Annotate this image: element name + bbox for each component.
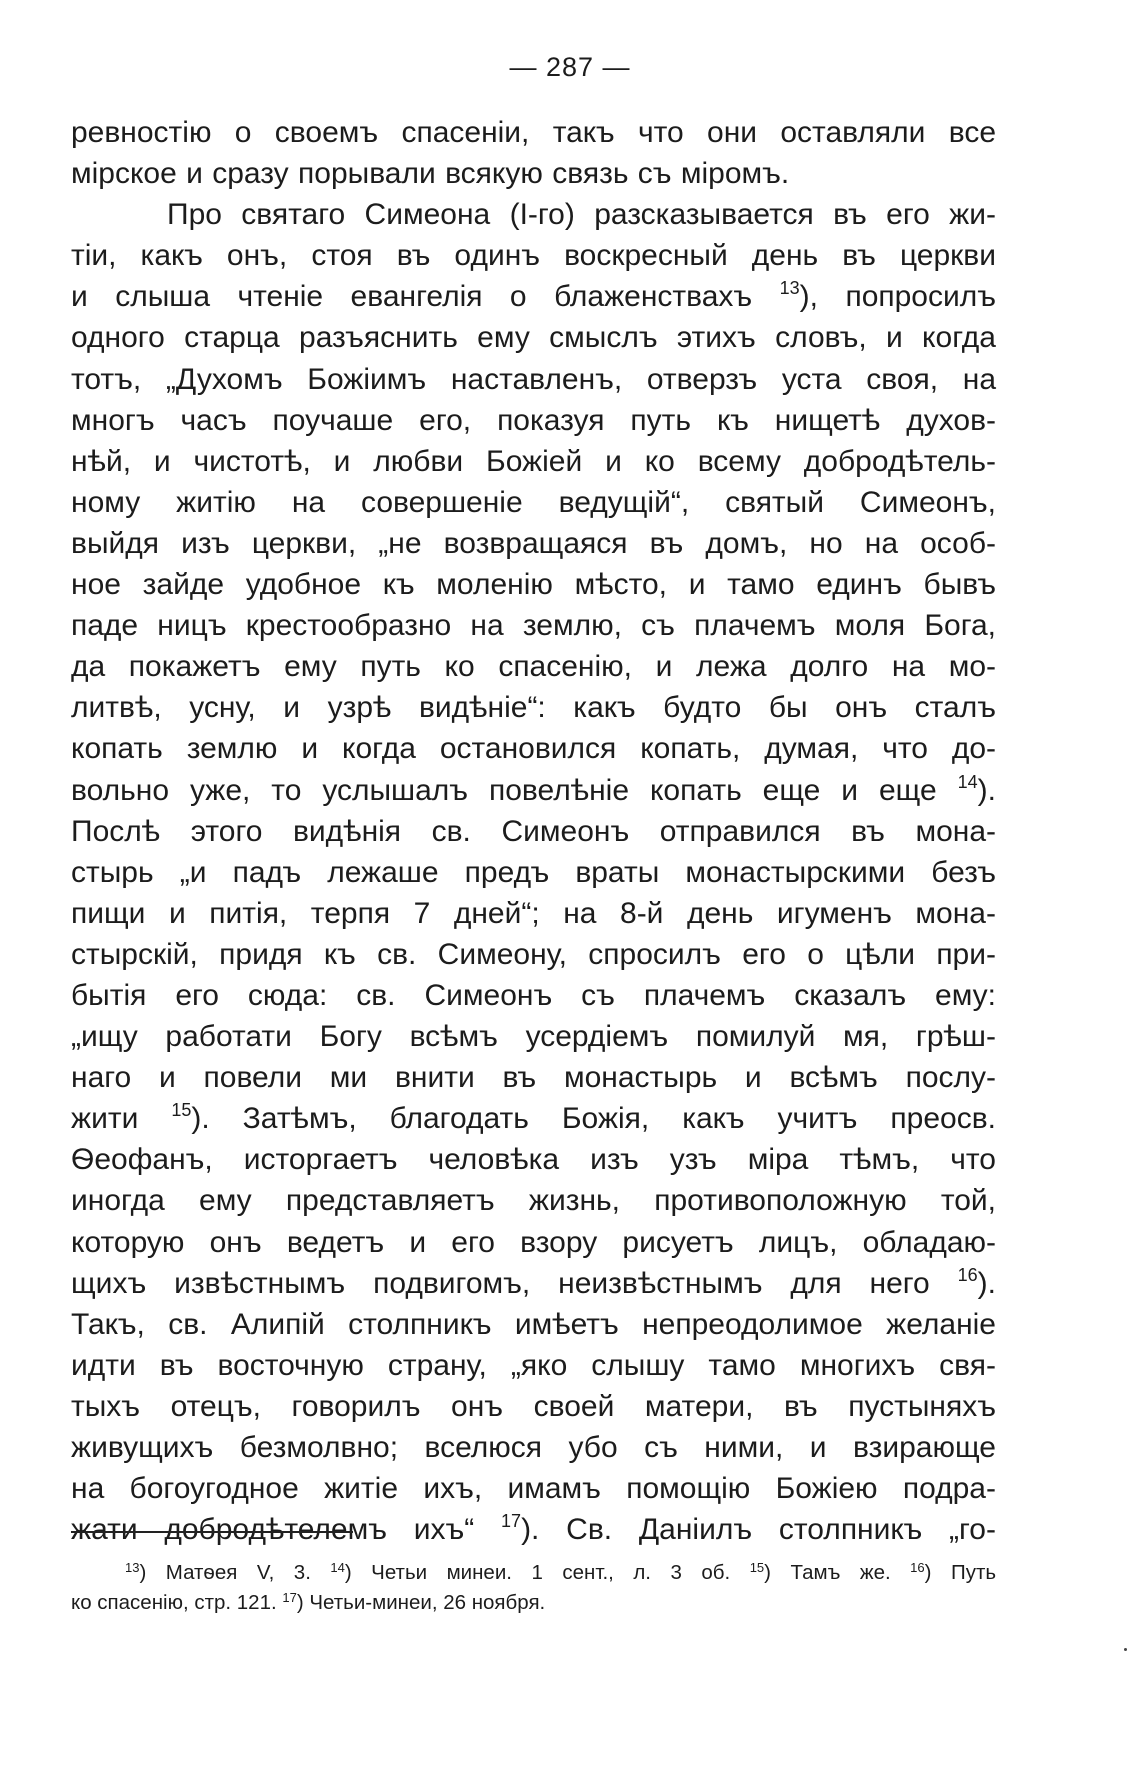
text-line xyxy=(71,1304,996,1345)
text-run: одного старца разъяснить ему смыслъ этихъ словъ, и когда xyxy=(71,321,996,355)
text-line xyxy=(71,1427,996,1468)
text-run: наго и повели ми внити въ монастырь и всѣмъ послу- xyxy=(71,1061,996,1095)
footnote-line xyxy=(71,1588,996,1618)
text-run: ному житію на совершеніе ведущій“, святый Симеонъ, xyxy=(71,485,996,519)
footnote-separator xyxy=(71,1531,353,1533)
text-run: копать землю и когда остановился копать, думая, что до- xyxy=(71,732,996,766)
text-line xyxy=(71,1139,996,1180)
text-line xyxy=(71,646,996,687)
text-run: ) Путь xyxy=(924,1561,997,1584)
text-run: и слыша чтеніе евангелія о блаженствахъ xyxy=(71,280,780,314)
text-run: щихъ извѣстнымъ подвигомъ, неизвѣстнымъ для него xyxy=(71,1266,958,1300)
text-run: которую онъ ведетъ и его взору рисуетъ лицъ, обладаю- xyxy=(71,1225,996,1259)
footnote-ref: 17 xyxy=(282,1590,297,1605)
text-line xyxy=(71,112,996,153)
footnote-line xyxy=(71,1558,996,1588)
text-line xyxy=(71,1509,996,1550)
text-line xyxy=(71,1180,996,1221)
text-run: идти въ восточную страну, „яко слышу тамо многихъ свя- xyxy=(71,1348,996,1382)
text-line xyxy=(71,687,996,728)
text-run: жати добродѣтелемъ ихъ“ xyxy=(71,1513,502,1547)
text-run: Про святаго Симеона (І-го) разсказывается въ его жи- xyxy=(167,198,996,232)
text-line xyxy=(71,153,996,194)
text-run: тотъ, „Духомъ Божіимъ наставленъ, отверзъ уста своя, на xyxy=(71,362,996,396)
body-text xyxy=(71,112,996,1550)
text-line xyxy=(71,1345,996,1386)
page-number: — 287 — xyxy=(509,52,631,82)
text-run: бытія его сюда: св. Симеонъ съ плачемъ сказалъ ему: xyxy=(71,978,996,1012)
text-run: нѣй, и чистотѣ, и любви Божіей и ко всему добродѣтель- xyxy=(71,444,996,478)
text-run: ) Четьи-минеи, 26 ноября. xyxy=(296,1591,546,1614)
text-run: выйдя изъ церкви, „не возвращаяся въ домъ, но на особ- xyxy=(71,526,996,560)
text-line xyxy=(71,1098,996,1139)
text-line xyxy=(71,770,996,811)
text-line xyxy=(71,564,996,605)
text-line xyxy=(71,317,996,358)
text-run: Ѳеофанъ, исторгаетъ человѣка изъ узъ міра тѣмъ, что xyxy=(71,1143,996,1177)
text-run: ревностію о своемъ спасеніи, такъ что они оставляли все xyxy=(71,116,996,149)
text-line xyxy=(71,605,996,646)
text-line xyxy=(71,359,996,400)
text-line xyxy=(71,523,996,564)
text-line xyxy=(71,1468,996,1509)
text-line xyxy=(71,975,996,1016)
text-line xyxy=(71,1263,996,1304)
text-run: паде ницъ крестообразно на землю, съ плачемъ моля Бога, xyxy=(71,609,996,643)
text-run: да покажетъ ему путь ко спасенію, и лежа долго на мо- xyxy=(71,650,996,684)
text-run: ко спасенію, стр. 121. xyxy=(71,1591,283,1614)
text-run: ). xyxy=(977,1266,996,1300)
footnote-ref: 17 xyxy=(501,1511,522,1532)
text-line xyxy=(71,400,996,441)
text-line xyxy=(71,1057,996,1098)
text-line xyxy=(71,441,996,482)
text-run: ), попросилъ xyxy=(799,280,997,314)
text-run: многъ часъ поучаше его, показуя путь къ нищетѣ духов- xyxy=(71,403,996,437)
text-line xyxy=(71,893,996,934)
text-line xyxy=(71,235,996,276)
footnotes xyxy=(71,1558,996,1618)
text-line xyxy=(71,852,996,893)
text-line xyxy=(71,276,996,317)
text-run: Такъ, св. Алипій столпникъ имѣетъ непреодолимое желаніе xyxy=(71,1307,996,1341)
footnote-ref: 15 xyxy=(749,1560,765,1575)
text-run: ). Св. Даніилъ столпникъ „го- xyxy=(521,1513,996,1547)
text-line xyxy=(71,482,996,523)
footnote-ref: 13 xyxy=(125,1560,140,1575)
footnote-ref: 14 xyxy=(957,771,978,792)
footnote-ref: 13 xyxy=(779,278,800,299)
text-line xyxy=(71,194,996,235)
text-run: „ищу работати Богу всѣмъ усердіемъ помилуй мя, грѣш- xyxy=(71,1020,996,1054)
text-run: на богоугодное житіе ихъ, имамъ помощію Божіею подра- xyxy=(71,1472,996,1506)
text-run: мірское и сразу порывали всякую связь съ міромъ. xyxy=(71,157,790,191)
text-run: ). Затѣмъ, благодать Божія, какъ учитъ преосв. xyxy=(191,1102,996,1136)
text-run: тіи, какъ онъ, стоя въ одинъ воскресный день въ церкви xyxy=(71,239,996,273)
footnote-ref: 15 xyxy=(171,1100,192,1121)
text-line xyxy=(71,811,996,852)
text-run: тыхъ отецъ, говорилъ онъ своей матери, въ пустыняхъ xyxy=(71,1389,996,1423)
text-line xyxy=(71,1016,996,1057)
text-line xyxy=(71,728,996,769)
text-run: ное зайде удобное къ моленію мѣсто, и тамо единъ бывъ xyxy=(71,568,996,602)
text-run: Послѣ этого видѣнія св. Симеонъ отправился въ мона- xyxy=(71,814,996,848)
text-run: стырскій, придя къ св. Симеону, спросилъ его о цѣли при- xyxy=(71,937,996,971)
text-line xyxy=(71,1222,996,1263)
text-run: литвѣ, усну, и узрѣ видѣніе“: какъ будто бы онъ сталъ xyxy=(71,691,996,725)
text-run: живущихъ безмолвно; вселюся убо съ ними, и взирающе xyxy=(71,1431,996,1464)
footnote-ref: 16 xyxy=(957,1264,978,1285)
text-run: вольно уже, то услышалъ повелѣніе копать еще и еще xyxy=(71,773,958,807)
text-run: ) Четьи минеи. 1 сент., л. 3 об. xyxy=(344,1561,750,1584)
text-run: стырь „и падъ лежаше предъ враты монастырскими безъ xyxy=(71,855,996,889)
text-line xyxy=(71,934,996,975)
text-run: ) Матѳея V, 3. xyxy=(139,1561,331,1584)
footnote-ref: 14 xyxy=(330,1560,345,1575)
footnote-ref: 16 xyxy=(910,1560,925,1575)
scan-speck xyxy=(1124,1648,1127,1651)
text-run: иногда ему представляетъ жизнь, противоположную той, xyxy=(71,1184,996,1218)
text-run: ) Тамъ же. xyxy=(764,1561,911,1584)
text-run: ). xyxy=(977,773,996,807)
text-run: пищи и питія, терпя 7 дней“; на 8-й день игуменъ мона- xyxy=(71,896,996,930)
text-run: жити xyxy=(71,1102,172,1136)
text-line xyxy=(71,1386,996,1427)
